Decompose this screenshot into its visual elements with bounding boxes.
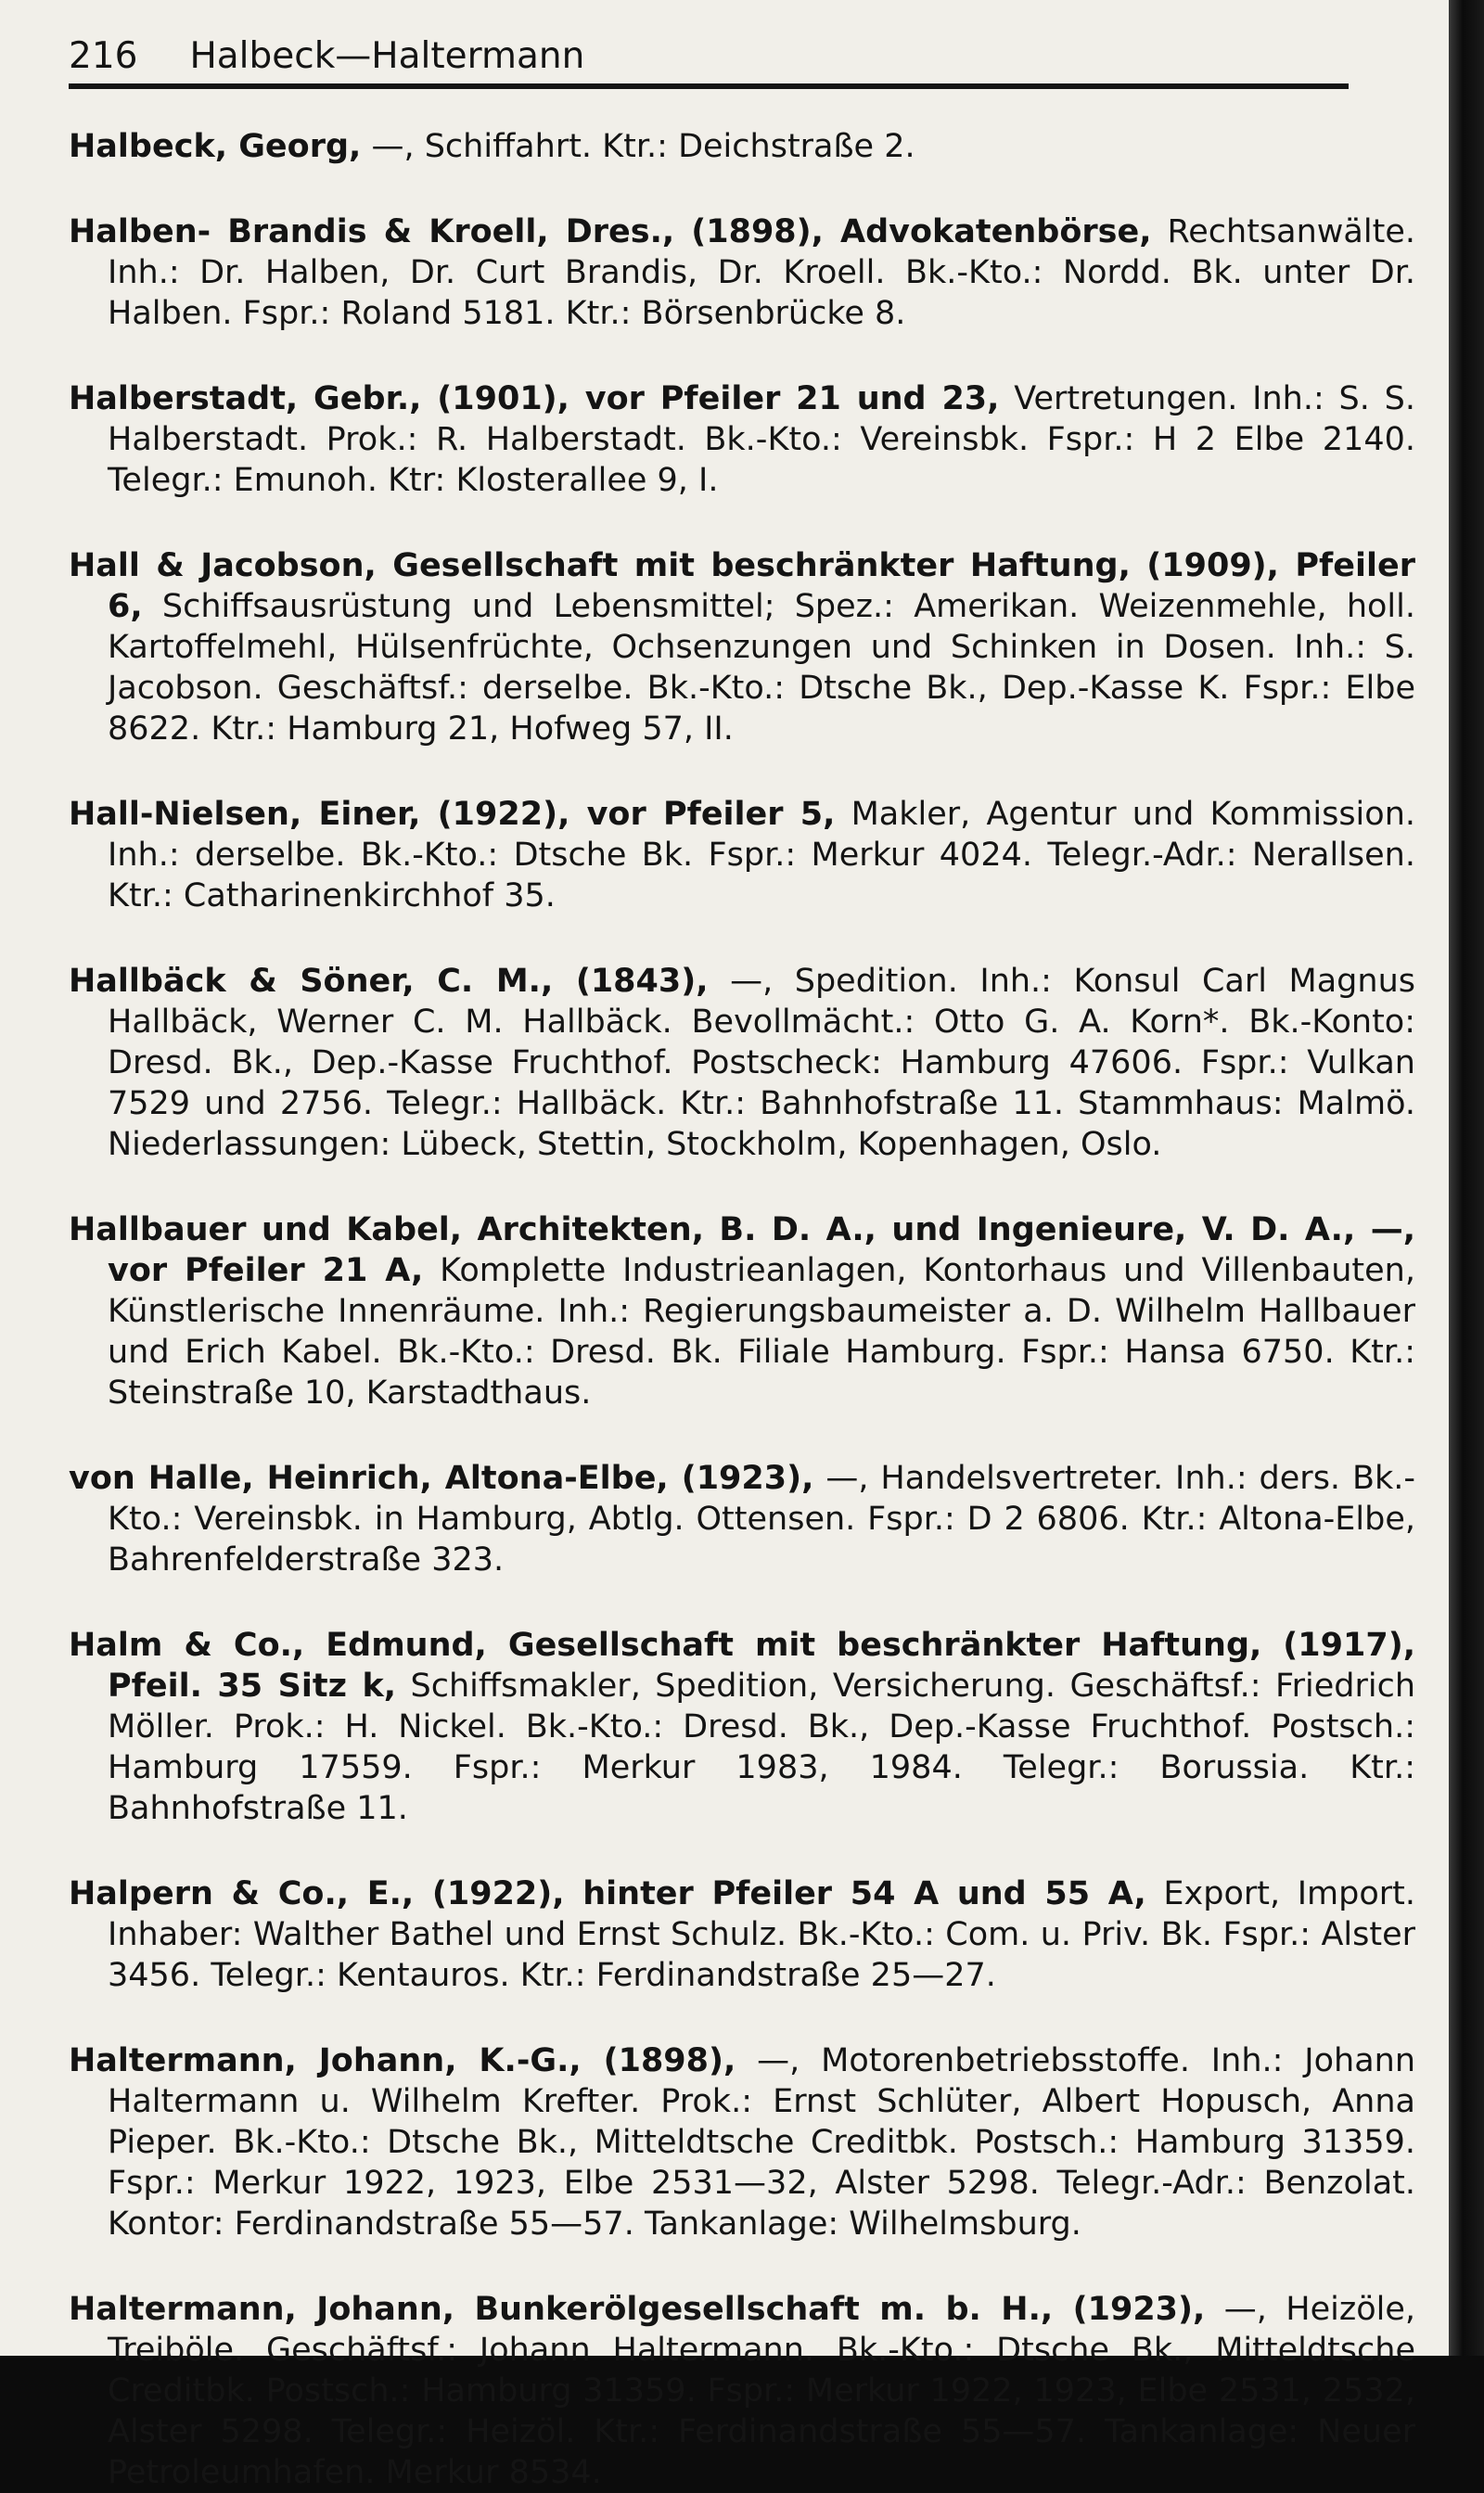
entry-details: Makler, Agentur und Kommission. Inh.: derselbe. Bk.-Kto.: Dtsche Bk. Fspr.: Merkur 4024. Telegr.-Adr.: Nerallsen. Ktr.: Catharinenkirchhof 35. [108,796,1415,914]
entry-details: —, Schiffahrt. Ktr.: Deichstraße 2. [361,128,915,165]
directory-entry [69,1458,1415,1580]
directory-entry [69,1625,1415,1829]
entry-details: —, Handelsvertreter. Inh.: ders. Bk.-Kto.: Vereinsbk. in Hamburg, Abtlg. Ottensen. Fspr.: D 2 6806. Ktr.: Altona-Elbe, Bahrenfelderstraße 323. [108,1460,1416,1579]
directory-entry [69,378,1415,501]
entry-name: Haltermann, Johann, Bunkerölgesellschaft m. b. H., (1923), [69,2291,1206,2328]
entry-details: Rechtsanwälte. Inh.: Dr. Halben, Dr. Curt Brandis, Dr. Kroell. Bk.-Kto.: Nordd. Bk. unter Dr. Halben. Fspr.: Roland 5181. Ktr.: Börsenbrücke 8. [108,213,1415,332]
directory-entry [69,1209,1415,1413]
entry-name: Halberstadt, Gebr., (1901), vor Pfeiler 21 und 23, [69,380,1000,417]
directory-entry [69,2289,1415,2493]
entry-details: —, Heizöle, Treiböle. Geschäftsf.: Johann Haltermann. Bk.-Kto.: Dtsche Bk., Mitteldtsche Creditbk. Postsch.: Hamburg 31359. Fspr.: Merkur 1922, 1923, Elbe 2531, 2532, Alster 5298. Telegr.: Heizöl. Ktr.: Ferdinandstraße 55—57. Tankanlage: Neuer Petroleumhafen. Merkur 8534. [108,2291,1416,2491]
directory-entry [69,794,1415,916]
entry-details: Vertretungen. Inh.: S. S. Halberstadt. Prok.: R. Halberstadt. Bk.-Kto.: Vereinsbk. Fspr.: H 2 Elbe 2140. Telegr.: Emunoh. Ktr: Klosterallee 9, I. [108,380,1415,499]
book-spine-edge [1449,0,1484,2356]
entry-name: Halpern & Co., E., (1922), hinter Pfeiler 54 A und 55 A, [69,1875,1146,1912]
entry-name: Hallbauer und Kabel, Architekten, B. D. A., und Ingenieure, V. D. A., —, vor Pfeiler 21 A, [69,1211,1415,1289]
entry-name: Hall & Jacobson, Gesellschaft mit beschränkter Haftung, (1909), Pfeiler 6, [69,547,1415,625]
directory-entry [69,2040,1415,2244]
entry-name: Haltermann, Johann, K.-G., (1898), [69,2042,736,2079]
entry-name: Hall-Nielsen, Einer, (1922), vor Pfeiler 5, [69,796,836,833]
directory-entry [69,1873,1415,1996]
entry-details: Schiffsausrüstung und Lebensmittel; Spez.: Amerikan. Weizenmehle, holl. Kartoffelmehl, Hülsenfrüchte, Ochsenzungen und Schinken in Dosen. Inh.: S. Jacobson. Geschäftsf.: derselbe. Bk.-Kto.: Dtsche Bk., Dep.-Kasse K. Fspr.: Elbe 8622. Ktr.: Hamburg 21, Hofweg 57, II. [108,588,1415,748]
entry-name: Halben- Brandis & Kroell, Dres., (1898), Advokatenbörse, [69,213,1152,250]
entry-details: Komplette Industrieanlagen, Kontorhaus und Villenbauten, Künstlerische Innenräume. Inh.: Regierungsbaumeister a. D. Wilhelm Hallbauer und Erich Kabel. Bk.-Kto.: Dresd. Bk. Filiale Hamburg. Fspr.: Hansa 6750. Ktr.: Steinstraße 10, Karstadthaus. [108,1252,1415,1412]
entry-details: Schiffsmakler, Spedition, Versicherung. Geschäftsf.: Friedrich Möller. Prok.: H. Nickel. Bk.-Kto.: Dresd. Bk., Dep.-Kasse Fruchthof. Postsch.: Hamburg 17559. Fspr.: Merkur 1983, 1984. Telegr.: Borussia. Ktr.: Bahnhofstraße 11. [108,1668,1416,1827]
entry-details: —, Motorenbetriebsstoffe. Inh.: Johann Haltermann u. Wilhelm Krefter. Prok.: Ernst Schlüter, Albert Hopusch, Anna Pieper. Bk.-Kto.: Dtsche Bk., Mitteldtsche Creditbk. Postsch.: Hamburg 31359. Fspr.: Merkur 1922, 1923, Elbe 2531—32, Alster 5298. Telegr.-Adr.: Benzolat. Kontor: Ferdinandstraße 55—57. Tankanlage: Wilhelmsburg. [108,2042,1416,2243]
page-number: 216 [69,35,138,77]
running-title: Halbeck—Haltermann [189,35,585,77]
directory-entry [69,211,1415,334]
entry-name: Halbeck, Georg, [69,128,362,165]
directory-entry [69,126,1415,167]
directory-entry [69,545,1415,749]
entry-name: von Halle, Heinrich, Altona-Elbe, (1923), [69,1460,814,1497]
directory-entry [69,961,1415,1165]
page-header [69,35,1349,89]
entry-details: —, Spedition. Inh.: Konsul Carl Magnus Hallbäck, Werner C. M. Hallbäck. Bevollmächt.: Otto G. A. Korn*. Bk.-Konto: Dresd. Bk., Dep.-Kasse Fruchthof. Postscheck: Hamburg 47606. Fspr.: Vulkan 7529 und 2756. Telegr.: Hallbäck. Ktr.: Bahnhofstraße 11. Stammhaus: Malmö. Niederlassungen: Lübeck, Stettin, Stockholm, Kopenhagen, Oslo. [108,963,1415,1163]
entry-details: Export, Import. Inhaber: Walther Bathel und Ernst Schulz. Bk.-Kto.: Com. u. Priv. Bk. Fspr.: Alster 3456. Telegr.: Kentauros. Ktr.: Ferdinandstraße 25—27. [108,1875,1415,1994]
entry-name: Hallbäck & Söner, C. M., (1843), [69,963,709,1000]
entry-name: Halm & Co., Edmund, Gesellschaft mit beschränkter Haftung, (1917), Pfeil. 35 Sitz k, [69,1627,1415,1705]
